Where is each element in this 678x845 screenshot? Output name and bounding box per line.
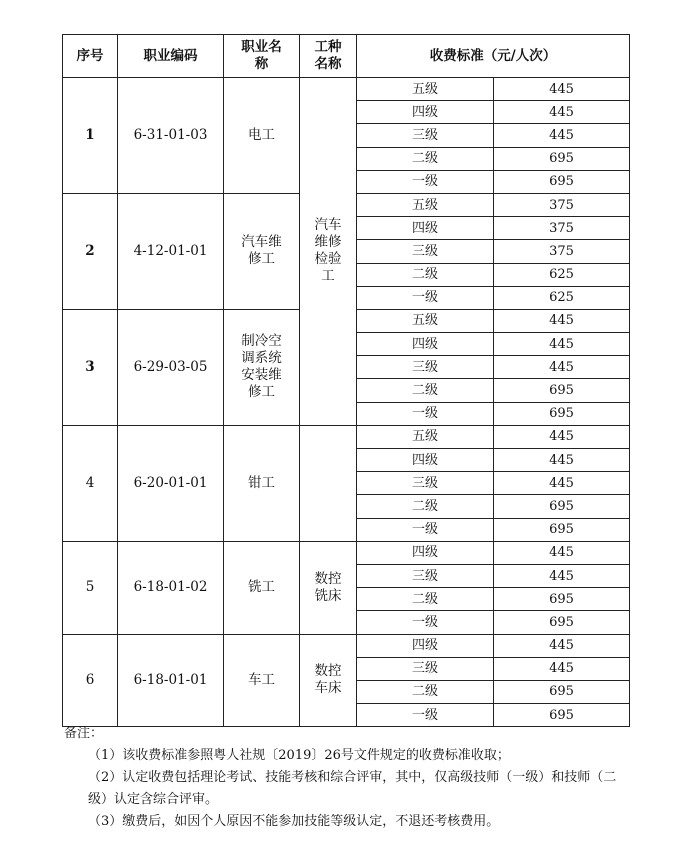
level-cell: 四级 — [357, 333, 494, 356]
fee-cell: 445 — [494, 472, 630, 495]
level-cell: 三级 — [357, 472, 494, 495]
header-fee-standard: 收费标准（元/人次） — [357, 35, 630, 78]
row-seq: 1 — [63, 78, 118, 194]
fee-cell: 695 — [494, 147, 630, 170]
fee-cell: 625 — [494, 286, 630, 309]
row-occupation: 汽车维修工 — [224, 193, 300, 309]
fee-table — [62, 34, 630, 727]
level-cell: 五级 — [357, 309, 494, 332]
fee-cell: 695 — [494, 170, 630, 193]
fee-cell: 695 — [494, 495, 630, 518]
fee-cell: 695 — [494, 518, 630, 541]
level-cell: 一级 — [357, 170, 494, 193]
table-row — [63, 541, 630, 564]
level-cell: 三级 — [357, 564, 494, 587]
level-cell: 五级 — [357, 78, 494, 101]
level-cell: 一级 — [357, 402, 494, 425]
row-seq: 5 — [63, 541, 118, 634]
row-code: 6-18-01-02 — [118, 541, 224, 634]
fee-cell: 625 — [494, 263, 630, 286]
fee-cell: 695 — [494, 588, 630, 611]
note-item-3: （3）缴费后，如因个人原因不能参加技能等级认定，不退还考核费用。 — [88, 814, 500, 829]
fee-cell: 375 — [494, 193, 630, 216]
row-occupation: 电工 — [224, 78, 300, 194]
level-cell: 五级 — [357, 193, 494, 216]
fee-cell: 445 — [494, 657, 630, 680]
level-cell: 二级 — [357, 680, 494, 703]
fee-cell: 445 — [494, 356, 630, 379]
note-item-1: （1）该收费标准参照粤人社规〔2019〕26号文件规定的收费标准收取； — [88, 748, 510, 763]
level-cell: 四级 — [357, 541, 494, 564]
fee-cell: 445 — [494, 124, 630, 147]
level-cell: 三级 — [357, 356, 494, 379]
level-cell: 三级 — [357, 240, 494, 263]
header-seq: 序号 — [63, 35, 118, 78]
notes — [64, 723, 634, 833]
level-cell: 四级 — [357, 101, 494, 124]
level-cell: 四级 — [357, 217, 494, 240]
table-body — [63, 78, 630, 727]
row-seq: 6 — [63, 634, 118, 727]
level-cell: 四级 — [357, 634, 494, 657]
row-seq: 3 — [63, 309, 118, 425]
fee-cell: 445 — [494, 564, 630, 587]
fee-cell: 445 — [494, 449, 630, 472]
table-row — [63, 425, 630, 448]
row-occupation: 车工 — [224, 634, 300, 727]
row-occupation: 铣工 — [224, 541, 300, 634]
row-code: 6-31-01-03 — [118, 78, 224, 194]
fee-cell: 695 — [494, 704, 630, 727]
row-seq: 4 — [63, 425, 118, 541]
level-cell: 二级 — [357, 588, 494, 611]
row-job-type: 汽车维修检验工 — [300, 78, 357, 426]
row-code: 4-12-01-01 — [118, 193, 224, 309]
level-cell: 四级 — [357, 449, 494, 472]
level-cell: 三级 — [357, 124, 494, 147]
level-cell: 三级 — [357, 657, 494, 680]
level-cell: 二级 — [357, 379, 494, 402]
fee-cell: 445 — [494, 333, 630, 356]
fee-cell: 445 — [494, 101, 630, 124]
level-cell: 一级 — [357, 704, 494, 727]
fee-cell: 445 — [494, 78, 630, 101]
note-item-2: （2）认定收费包括理论考试、技能考核和综合评审，其中，仅高级技师（一级）和技师（二级）认定含综合评审。 — [88, 770, 617, 807]
notes-title: 备注： — [64, 726, 104, 741]
fee-cell: 445 — [494, 425, 630, 448]
fee-cell: 695 — [494, 611, 630, 634]
header-row — [63, 35, 630, 78]
row-seq: 2 — [63, 193, 118, 309]
level-cell: 五级 — [357, 425, 494, 448]
row-code: 6-20-01-01 — [118, 425, 224, 541]
fee-cell: 695 — [494, 402, 630, 425]
fee-cell: 375 — [494, 240, 630, 263]
table-row — [63, 634, 630, 657]
level-cell: 二级 — [357, 263, 494, 286]
fee-cell: 445 — [494, 541, 630, 564]
row-job-type — [300, 425, 357, 541]
row-occupation: 制冷空调系统安装维修工 — [224, 309, 300, 425]
row-code: 6-29-03-05 — [118, 309, 224, 425]
row-job-type: 数控车床 — [300, 634, 357, 727]
level-cell: 二级 — [357, 495, 494, 518]
fee-cell: 445 — [494, 309, 630, 332]
level-cell: 二级 — [357, 147, 494, 170]
level-cell: 一级 — [357, 286, 494, 309]
header-code: 职业编码 — [118, 35, 224, 78]
header-occupation: 职业名称 — [224, 35, 300, 78]
level-cell: 一级 — [357, 611, 494, 634]
fee-cell: 445 — [494, 634, 630, 657]
fee-cell: 695 — [494, 680, 630, 703]
fee-cell: 695 — [494, 379, 630, 402]
row-occupation: 钳工 — [224, 425, 300, 541]
level-cell: 一级 — [357, 518, 494, 541]
row-job-type: 数控铣床 — [300, 541, 357, 634]
table-row — [63, 78, 630, 101]
row-code: 6-18-01-01 — [118, 634, 224, 727]
fee-cell: 375 — [494, 217, 630, 240]
header-job-type: 工种名称 — [300, 35, 357, 78]
